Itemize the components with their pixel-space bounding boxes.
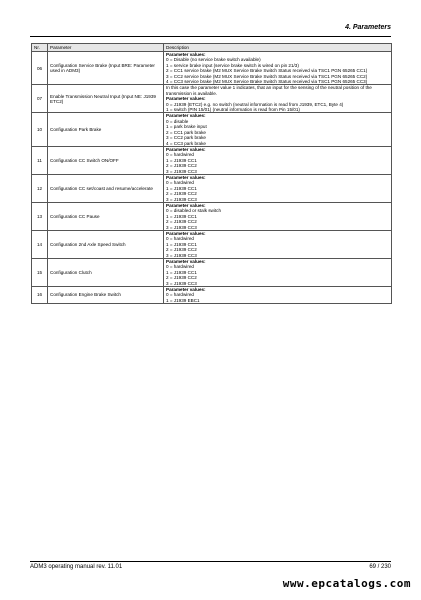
column-header-nr: Nr. — [32, 44, 48, 52]
parameter-values-heading: Parameter values: — [166, 259, 206, 265]
table-row — [32, 52, 392, 85]
table-row — [32, 113, 392, 146]
table-row — [32, 174, 392, 202]
table-row — [32, 259, 392, 287]
parameter-value-option: 0 = disable — [166, 118, 189, 124]
page-footer — [30, 561, 391, 570]
parameter-value-option: 1 = switch (PIN 15/01) (neutral information is read from Pin 15/01) — [166, 107, 300, 113]
parameter-value-option: 0 = hardwired — [166, 292, 194, 298]
parameter-description — [164, 287, 392, 304]
parameter-description — [164, 146, 392, 174]
parameter-value-option: 1 = J1939 CC1 — [166, 157, 197, 163]
parameter-value-option: 3 = J1939 CC3 — [166, 196, 197, 202]
parameter-value-option: 0 = J1939 (ETC2) e.g. no switch (neutral information is read from J1939, ETC1, Byte 4) — [166, 101, 344, 107]
parameter-values-heading: Parameter values: — [166, 52, 206, 57]
section-title: 4. Parameters — [345, 24, 391, 31]
parameter-value-option: 4 = CC3 park brake — [166, 140, 206, 146]
table-header-row — [32, 44, 392, 52]
row-number: 07 — [32, 85, 48, 113]
column-header-parameter: Parameter — [48, 44, 164, 52]
watermark: www.epcatalogs.com — [282, 577, 411, 590]
row-number: 10 — [32, 113, 48, 146]
parameter-values-heading: Parameter values: — [166, 113, 206, 119]
parameter-value-option: 2 = CC1 park brake — [166, 129, 206, 135]
parameter-table — [31, 43, 392, 304]
parameter-description — [164, 231, 392, 259]
parameter-name: Configuration CC set/coast and resume/accelerate — [48, 174, 164, 202]
parameter-values-heading: Parameter values: — [166, 96, 206, 102]
row-number: 11 — [32, 146, 48, 174]
parameter-value-option: 2 = J1939 CC2 — [166, 219, 197, 225]
parameter-values-heading: Parameter values: — [166, 231, 206, 236]
description-intro: In this case the parameter value 1 indicates, that an input for the sensing of the neutral position of the transmission is available. — [166, 85, 372, 96]
parameter-description — [164, 113, 392, 146]
parameter-value-option: 3 = J1939 CC3 — [166, 280, 197, 286]
parameter-value-option: 1 = park brake input — [166, 124, 207, 130]
parameter-values-heading: Parameter values: — [166, 146, 206, 152]
parameter-value-option: 3 = CC2 service brake (M2 MUX Service Brake Switch Status received via TSC1 PGN 65265 CC2) — [166, 73, 368, 79]
parameter-name: Configuration Service Brake (Input BRE: Parameter used in ADM3) — [48, 52, 164, 85]
row-number: 16 — [32, 287, 48, 304]
parameter-name: Configuration CC Switch ON/OFF — [48, 146, 164, 174]
parameter-value-option: 0 = Disable (no service brake switch available) — [166, 57, 261, 63]
parameter-value-option: 2 = J1939 CC2 — [166, 247, 197, 253]
parameter-value-option: 2 = CC1 service brake (M2 MUX Service Brake Switch Status received via TSC1 PGN 65265 CC1) — [166, 68, 368, 74]
parameter-name: Configuration CC Pause — [48, 202, 164, 230]
parameter-value-option: 1 = J1939 CC1 — [166, 185, 197, 191]
parameter-value-option: 1 = service brake input (service brake switch is wired on pin 21/3) — [166, 62, 299, 68]
document-name: ADM3 operating manual rev. 11.01 — [30, 564, 123, 570]
column-header-description: Description — [164, 44, 392, 52]
table-row — [32, 85, 392, 113]
parameter-description — [164, 85, 392, 113]
parameter-value-option: 4 = CC3 service brake (M2 MUX Service Brake Switch Status received via TSC1 PGN 65265 CC3) — [166, 79, 368, 85]
row-number: 15 — [32, 259, 48, 287]
page-header — [30, 24, 391, 37]
parameter-name: Configuration Clutch — [48, 259, 164, 287]
parameter-values-heading: Parameter values: — [166, 287, 206, 293]
row-number: 06 — [32, 52, 48, 85]
parameter-value-option: 3 = CC2 park brake — [166, 135, 206, 141]
parameter-description — [164, 202, 392, 230]
table-row — [32, 231, 392, 259]
parameter-name: Enable Transmission Neutral Input (Input NE: J1939 ETC2) — [48, 85, 164, 113]
parameter-value-option: 2 = J1939 CC2 — [166, 275, 197, 281]
parameter-name: Configuration 2nd Axle Speed Switch — [48, 231, 164, 259]
parameter-value-option: 3 = J1939 CC3 — [166, 252, 197, 258]
row-number: 13 — [32, 202, 48, 230]
parameter-value-option: 1 = J1939 EBC1 — [166, 297, 200, 303]
parameter-value-option: 1 = J1939 CC1 — [166, 241, 197, 247]
table-row — [32, 202, 392, 230]
parameter-value-option: 0 = disabled or stalk switch — [166, 208, 222, 214]
parameter-values-heading: Parameter values: — [166, 174, 206, 180]
parameter-description — [164, 174, 392, 202]
parameter-value-option: 0 = hardwired — [166, 180, 194, 186]
table-row — [32, 146, 392, 174]
row-number: 14 — [32, 231, 48, 259]
parameter-value-option: 3 = J1939 CC3 — [166, 168, 197, 174]
parameter-name: Configuration Park Brake — [48, 113, 164, 146]
parameter-value-option: 0 = hardwired — [166, 264, 194, 270]
parameter-description — [164, 259, 392, 287]
parameter-name: Configuration Engine Brake Switch — [48, 287, 164, 304]
parameter-value-option: 1 = J1939 CC1 — [166, 213, 197, 219]
page-number: 69 / 230 — [369, 564, 391, 570]
parameter-value-option: 1 = J1939 CC1 — [166, 269, 197, 275]
row-number: 12 — [32, 174, 48, 202]
table-row — [32, 287, 392, 304]
parameter-value-option: 2 = J1939 CC2 — [166, 191, 197, 197]
parameter-value-option: 2 = J1939 CC2 — [166, 163, 197, 169]
parameter-value-option: 0 = hardwired — [166, 152, 194, 158]
parameter-value-option: 3 = J1939 CC3 — [166, 224, 197, 230]
parameter-values-heading: Parameter values: — [166, 202, 206, 208]
parameter-value-option: 0 = hardwired — [166, 236, 194, 242]
parameter-description — [164, 52, 392, 85]
